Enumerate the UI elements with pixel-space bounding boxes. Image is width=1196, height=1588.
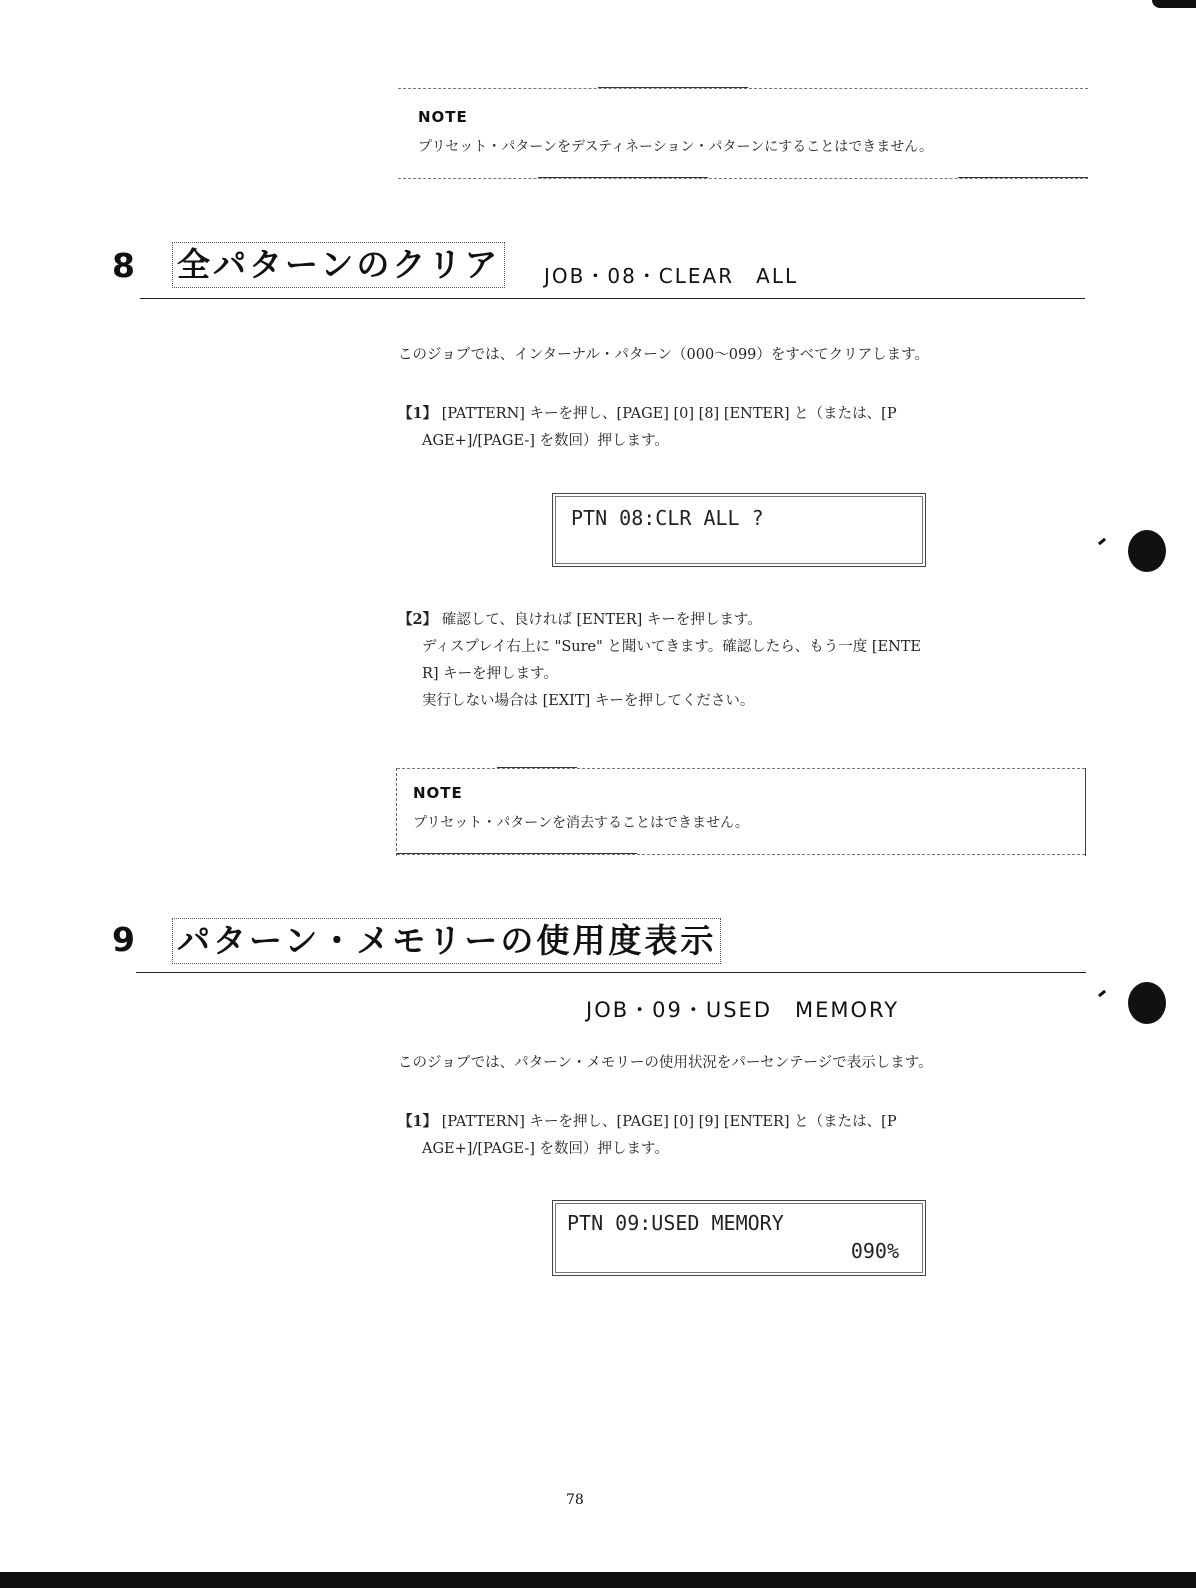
lcd-line-1: PTN 08:CLR ALL ? bbox=[571, 506, 764, 530]
step-text-cont: AGE+]/[PAGE-] を数回）押します。 bbox=[422, 1141, 669, 1157]
note-box bbox=[396, 768, 1086, 856]
scan-border bbox=[0, 1572, 1196, 1588]
section-rule bbox=[136, 972, 1086, 973]
section-title: パターン・メモリーの使用度表示 bbox=[172, 918, 721, 964]
step-marker: 【1】 bbox=[398, 1113, 438, 1130]
section-number: 8 bbox=[112, 246, 135, 285]
margin-blot bbox=[1128, 530, 1166, 572]
section-job-code: JOB・08・CLEAR ALL bbox=[544, 264, 799, 288]
lcd-line-2: 090% bbox=[850, 1239, 899, 1263]
section-title: 全パターンのクリア bbox=[172, 242, 505, 288]
step-text-cont: R] キーを押します。 bbox=[422, 666, 559, 682]
lcd-line-1: PTN 09:USED MEMORY bbox=[567, 1211, 784, 1235]
lcd-display bbox=[552, 1200, 926, 1276]
section-intro: このジョブでは、パターン・メモリーの使用状況をパーセンテージで表示します。 bbox=[398, 1055, 933, 1071]
section-number: 9 bbox=[112, 920, 135, 959]
step-1 bbox=[398, 400, 1088, 455]
section-intro: このジョブでは、インターナル・パターン（000〜099）をすべてクリアします。 bbox=[398, 347, 929, 363]
step-text-cont: ディスプレイ右上に "Sure" と聞いてきます。確認したら、もう一度 [ENTE bbox=[422, 639, 922, 655]
step-1 bbox=[398, 1108, 1088, 1163]
step-marker: 【2】 bbox=[398, 611, 438, 628]
note-text: プリセット・パターンをデスティネーション・パターンにすることはできません。 bbox=[418, 139, 934, 155]
step-text: [PATTERN] キーを押し、[PAGE] [0] [8] [ENTER] と（または、[P bbox=[441, 406, 897, 422]
lcd-display bbox=[552, 493, 926, 567]
page-number: 78 bbox=[566, 1492, 584, 1508]
corner-mark bbox=[1152, 0, 1196, 8]
step-text-cont: AGE+]/[PAGE-] を数回）押します。 bbox=[422, 433, 669, 449]
margin-mark bbox=[1098, 990, 1106, 997]
note-text: プリセット・パターンを消去することはできません。 bbox=[413, 815, 749, 831]
step-2 bbox=[398, 606, 1088, 715]
note-box-top bbox=[398, 84, 1088, 184]
step-text-cont: 実行しない場合は [EXIT] キーを押してください。 bbox=[422, 693, 755, 709]
section-rule bbox=[140, 298, 1085, 299]
step-text: [PATTERN] キーを押し、[PAGE] [0] [9] [ENTER] と（または、[P bbox=[441, 1114, 897, 1130]
step-text: 確認して、良ければ [ENTER] キーを押します。 bbox=[441, 612, 762, 628]
note-label: NOTE bbox=[413, 784, 463, 802]
note-label: NOTE bbox=[418, 108, 468, 126]
margin-blot bbox=[1128, 982, 1166, 1024]
section-job-code: JOB・09・USED MEMORY bbox=[586, 998, 900, 1022]
margin-mark bbox=[1098, 538, 1106, 545]
step-marker: 【1】 bbox=[398, 405, 438, 422]
